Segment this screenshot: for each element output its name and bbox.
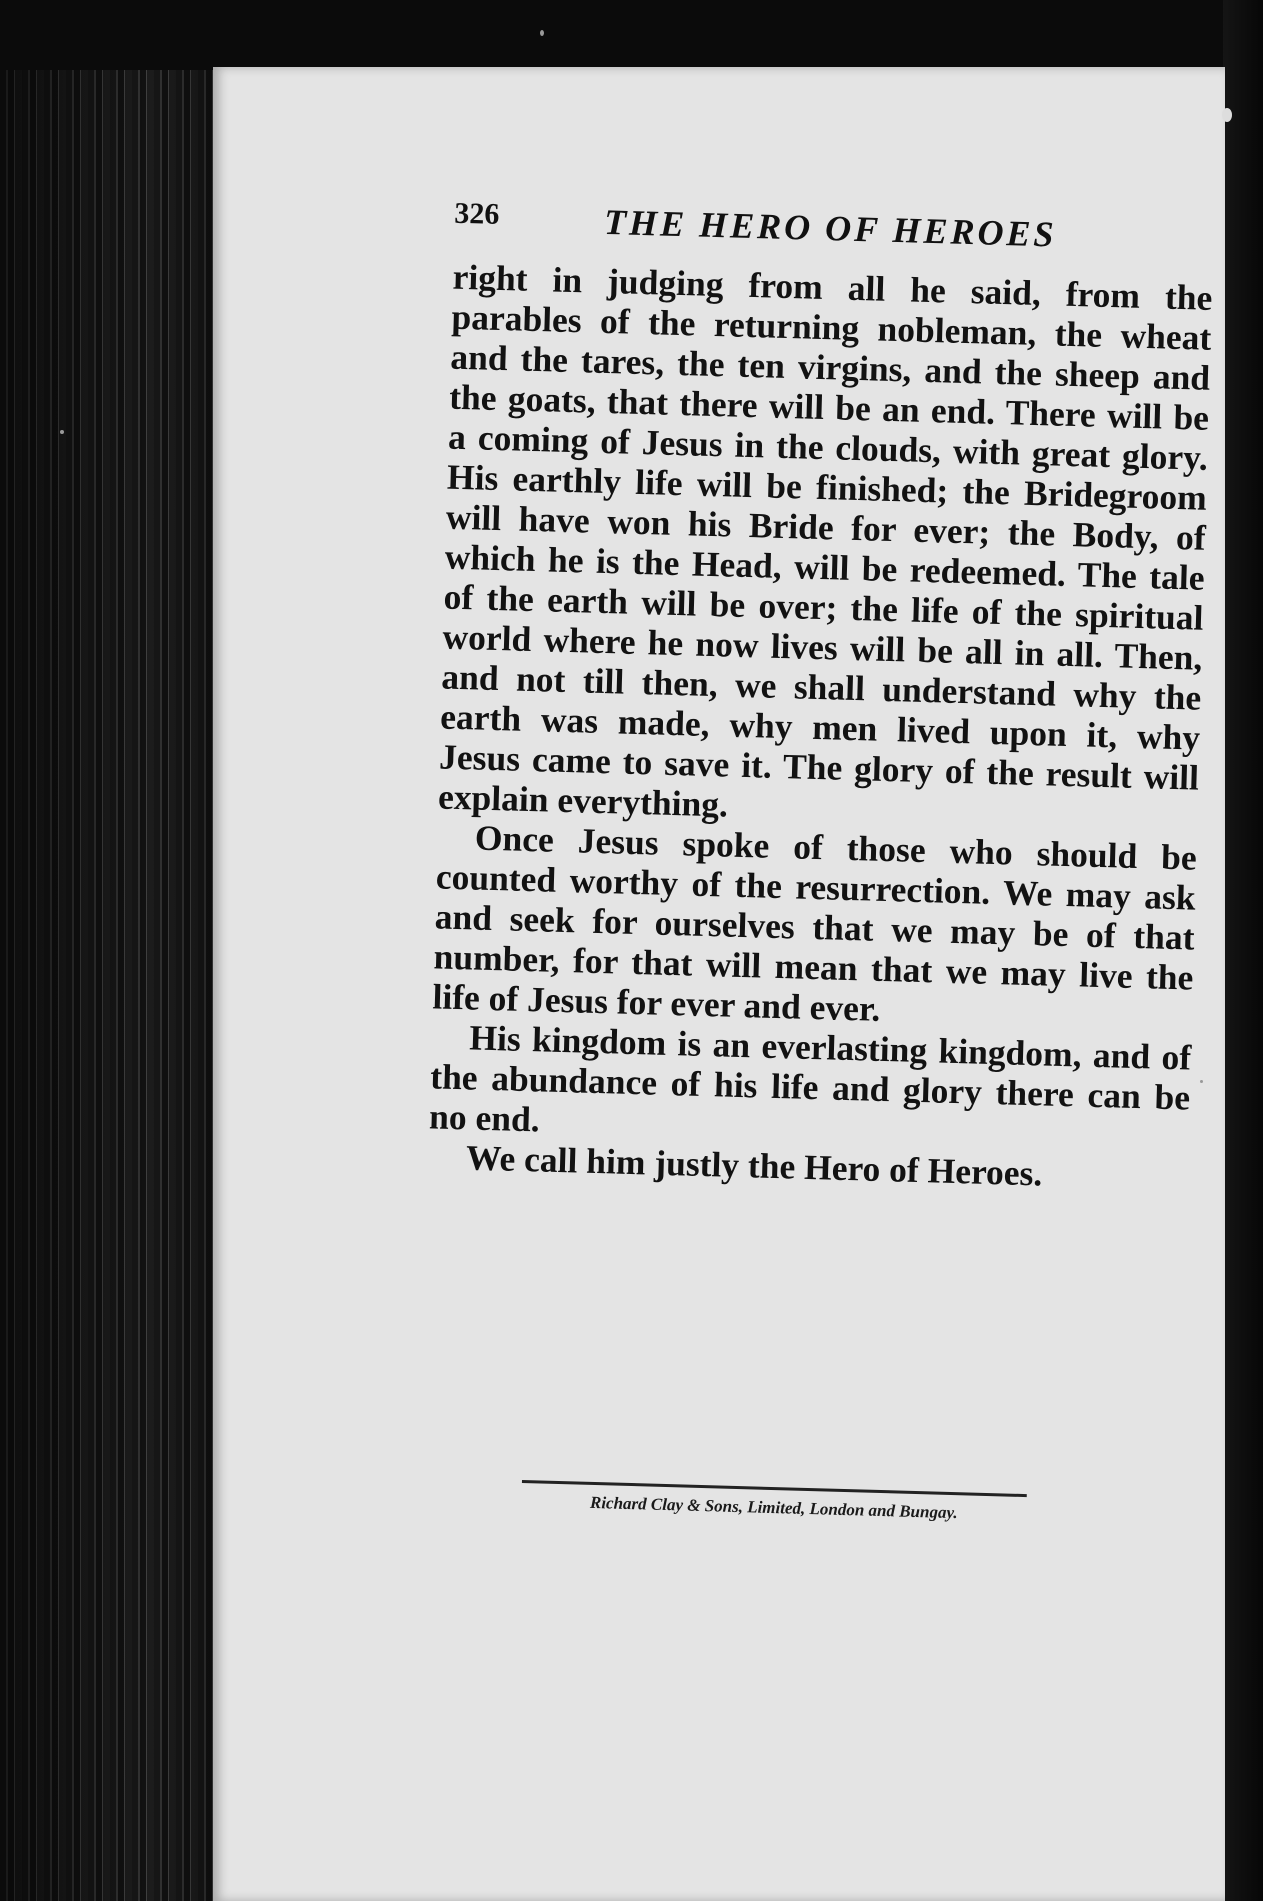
speck [60,430,64,434]
speck [1222,108,1232,122]
paragraph-4: We call him justly the Hero of Heroes. [465,1137,1043,1194]
paragraph-1: right in judging from all he said, from the parables of the returning nobleman, the wheat and the tares, the ten virgins, and the sheep and the goats, that there will be an end. There will be a coming of Jesus in the clouds, with great glory. His earthly life will be finished; the Bridegroom will have won his Bride for ever; the Body, of which he is the Head, will be redeemed. The tale of the earth will be over; the life of the spiritual world where he now lives will be all in all. Then, and not till then, we shall understand why the earth was made, why men lived upon it, why Jesus came to save it. The glory of the result will explain everything. [437,256,1213,825]
paragraph-2: Once Jesus spoke of those who should be counted worthy of the resurrection. We may ask and seek for ourselves that we may be of that number, for that will mean that we may live the life of Jesus for ever and ever. [432,817,1198,1029]
speck [540,30,544,36]
page-text-block [188,190,1225,1198]
binding-shadow [0,70,215,1901]
paragraph-3: His kingdom is an everlasting kingdom, and of the abundance of his life and glory there can be no end. [428,1017,1192,1140]
speck [1200,1080,1203,1083]
right-page-edge [1223,0,1263,1901]
body-text [428,257,1213,1198]
running-title: THE HERO OF HEROES [603,201,1058,255]
page-number: 326 [453,196,500,231]
imprint-text: Richard Clay & Sons, Limited, London and Bungay. [589,1492,958,1523]
book-binding-edge [0,70,215,1901]
